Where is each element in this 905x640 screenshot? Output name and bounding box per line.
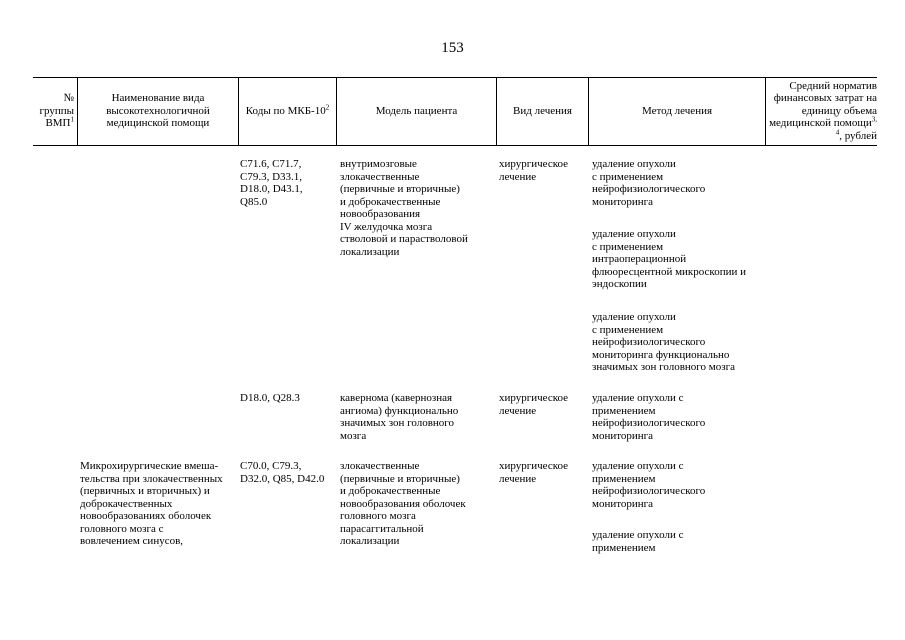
row-1-treatment-type: хирургическое лечение (499, 158, 569, 183)
header-financial-norm-text: Средний норматив финансовых затрат на единицу объема медицинской помощи (769, 79, 877, 130)
footnote-marker: 2 (325, 103, 330, 112)
header-treatment-method (589, 77, 765, 145)
header-care-type-name-text: Наименование вида высокотехнологичной медицинской помощи (106, 92, 210, 130)
row-2-method-1: удаление опухоли с применением нейрофизиологического мониторинга (592, 392, 706, 442)
header-care-type-name (78, 77, 238, 145)
row-2-codes: D18.0, Q28.3 (240, 392, 300, 404)
row-2-treatment-type: хирургическое лечение (499, 392, 569, 417)
row-3-method-2: удаление опухоли с применением (592, 529, 684, 554)
footnote-marker: 3, 4 (835, 115, 877, 137)
row-3-care-type-name: Микрохирургические вмеша- тельства при злокачественных (первичных и вторичных) и доброкачественных новообразованиях оболочек головного мозга с вовлечением синусов, (80, 460, 223, 547)
row-3-patient-model: злокачественные (первичные и вторичные) и доброкачественные новообразования оболочек головного мозга парасаггитальной локализации (340, 460, 466, 547)
header-financial-norm (766, 77, 877, 145)
header-patient-model-text: Модель пациента (375, 104, 458, 117)
header-treatment-method-text: Метод лечения (641, 104, 713, 117)
page-number: 153 (441, 40, 464, 56)
row-1-method-1: удаление опухоли с применением нейрофизиологического мониторинга (592, 158, 706, 208)
header-treatment-type (497, 77, 588, 145)
header-icd-codes (239, 77, 336, 145)
header-group-number (33, 77, 77, 145)
row-2-patient-model: кавернома (кавернозная ангиома) функционально значимых зон головного мозга (340, 392, 459, 442)
row-3-treatment-type: хирургическое лечение (499, 460, 569, 485)
header-patient-model (337, 77, 496, 145)
footnote-marker: 1 (70, 115, 74, 124)
header-group-number-text: № группы ВМП (39, 92, 74, 130)
header-treatment-type-text: Вид лечения (513, 104, 572, 117)
header-financial-norm-tail: , рублей (839, 129, 877, 142)
row-1-method-3: удаление опухоли с применением нейрофизиологического мониторинга функционально значимых зон головного мозга (592, 311, 735, 373)
row-1-method-2: удаление опухоли с применением интраоперационной флюоресцентной микроскопии и эндоскопии (592, 228, 747, 290)
row-3-codes: C70.0, C79.3, D32.0, Q85, D42.0 (240, 460, 325, 485)
table-header-bottom-border (33, 145, 877, 146)
row-1-patient-model: внутримозговые злокачественные (первичные и вторичные) и доброкачественные новообразования IV желудочка мозга стволовой и парастволовой локализации (340, 158, 468, 258)
header-icd-codes-text: Коды по МКБ-10 (245, 104, 326, 117)
row-3-method-1: удаление опухоли с применением нейрофизиологического мониторинга (592, 460, 706, 510)
row-1-codes: C71.6, C71.7, C79.3, D33.1, D18.0, D43.1, Q85.0 (240, 158, 303, 208)
